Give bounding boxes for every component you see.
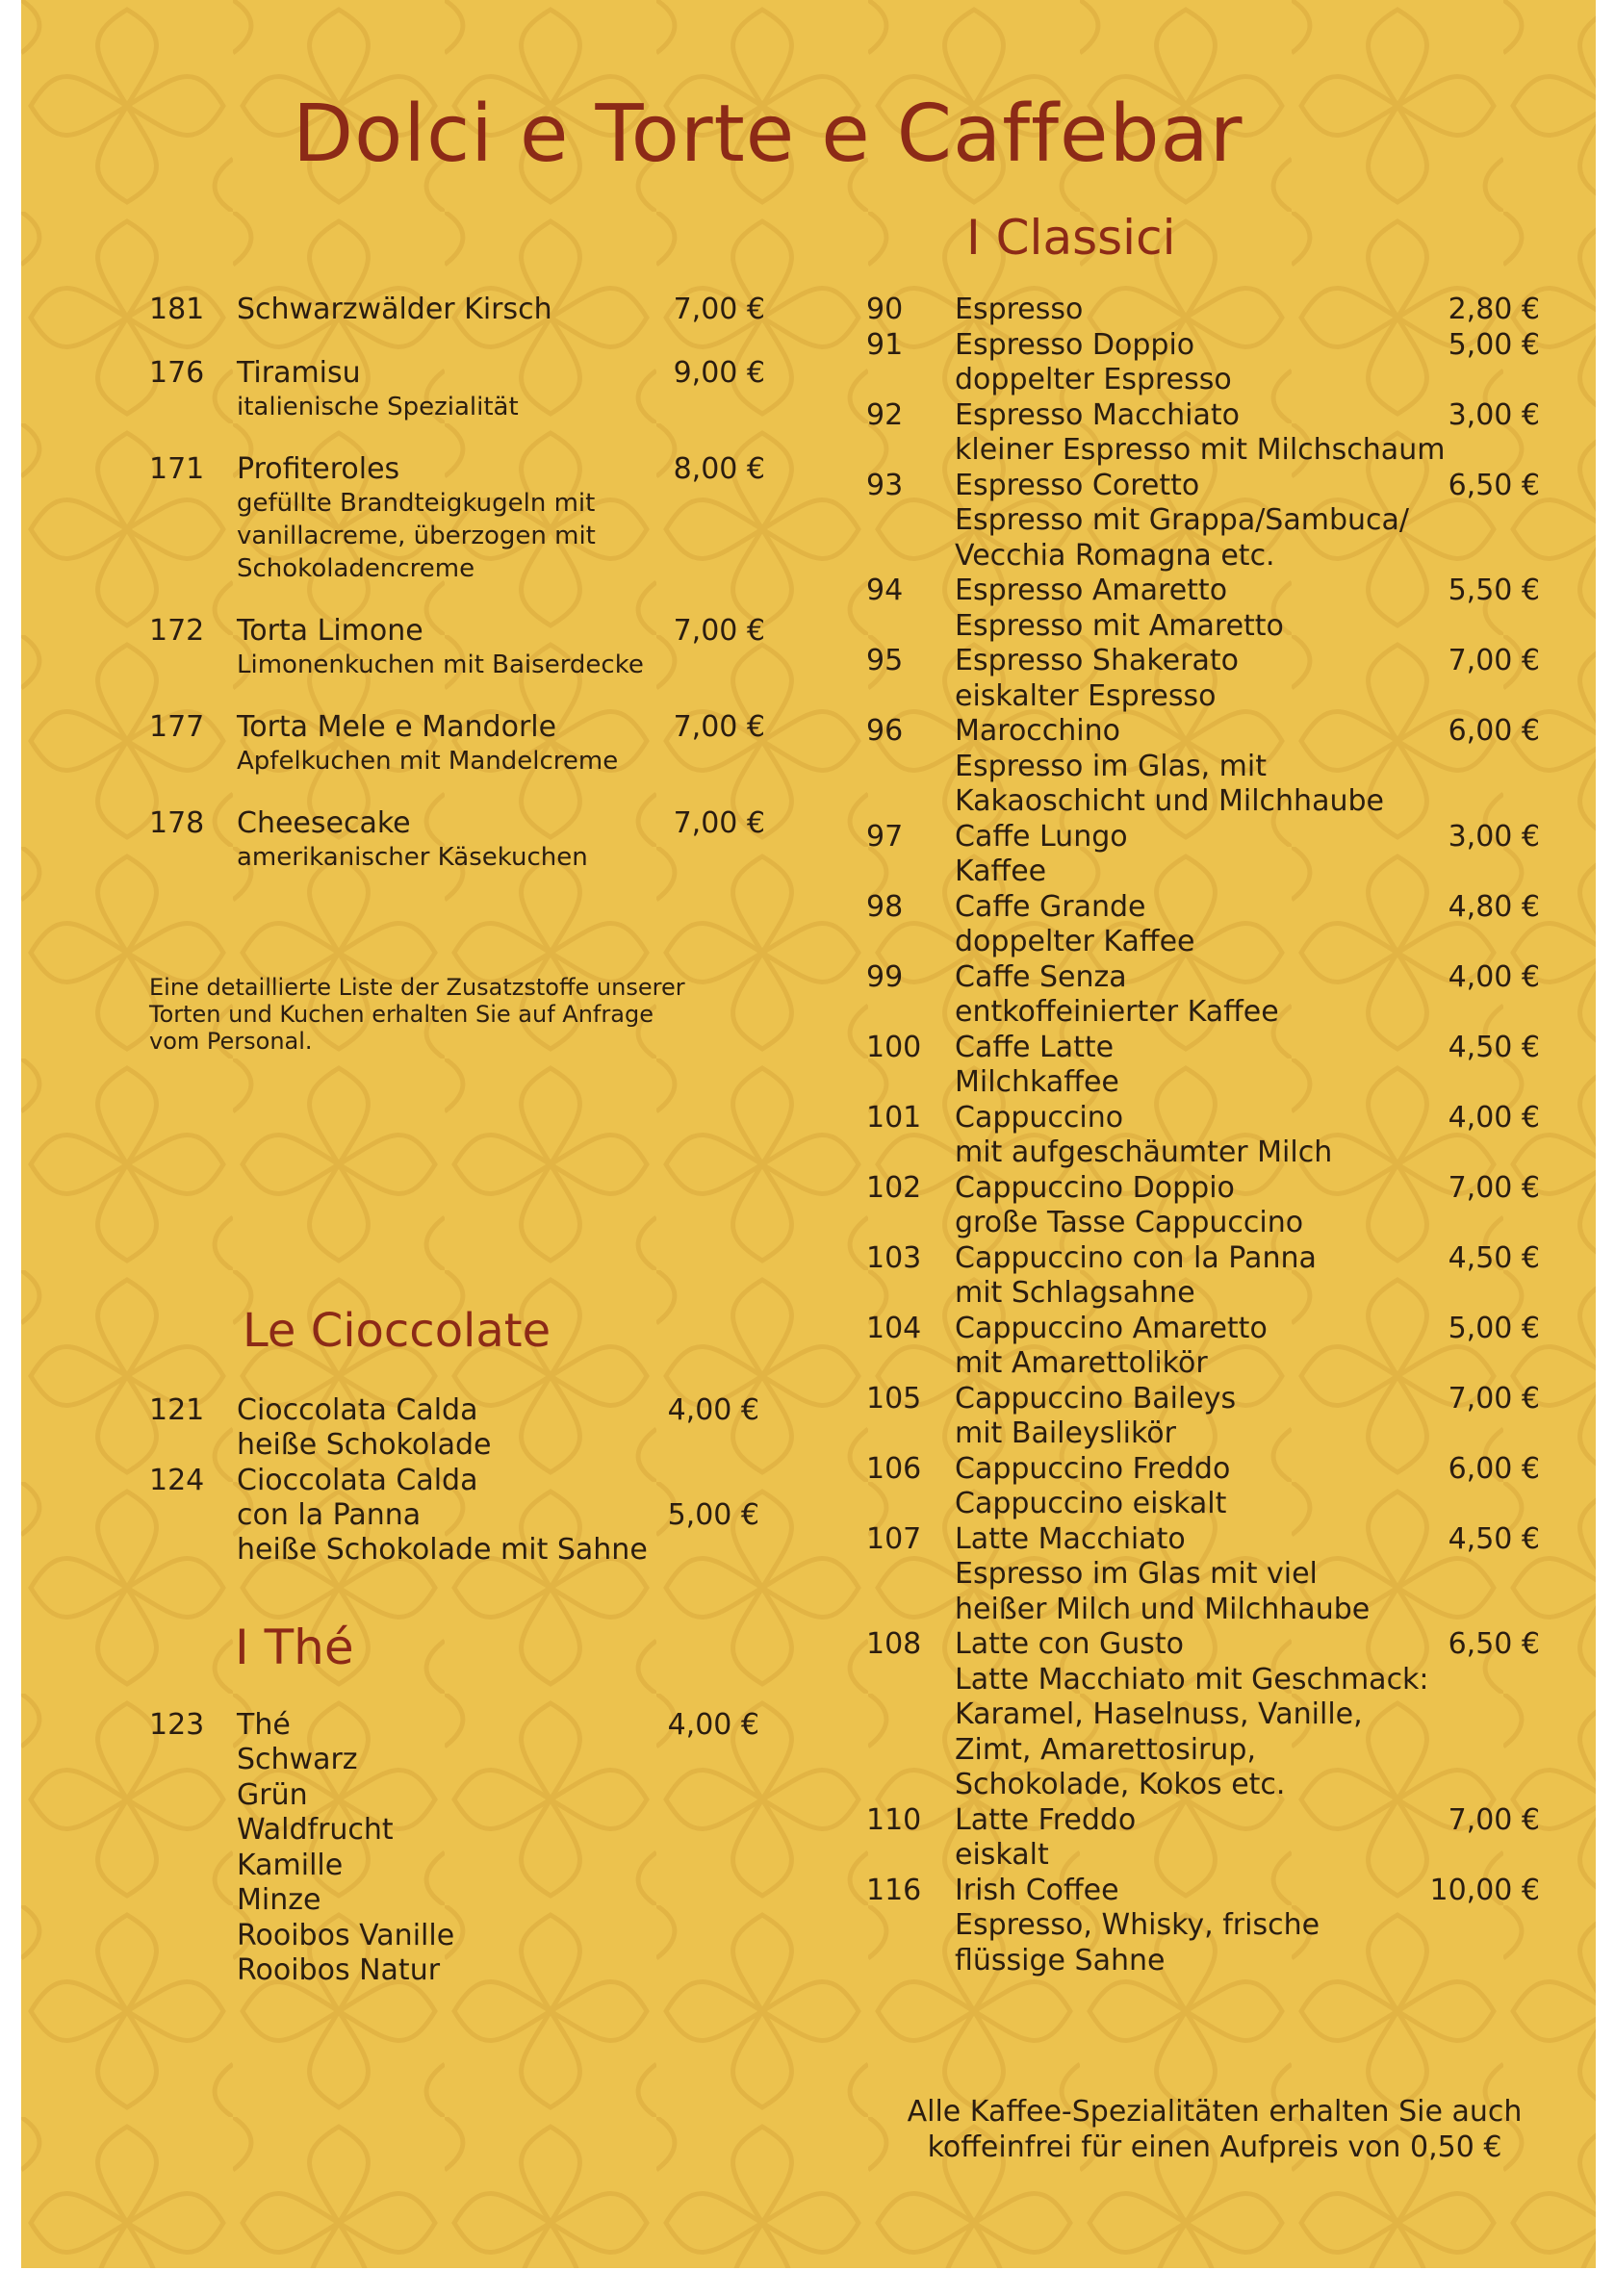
description-line: heiße Schokolade mit Sahne [237,1532,648,1567]
page-title: Dolci e Torte e Caffebar [293,89,1243,180]
menu-item-price: 2,80 € [1448,293,1540,326]
footnote-line: Alle Kaffee-Spezialitäten erhalten Sie auch [907,2095,1523,2129]
menu-item-number: 108 [866,1627,922,1661]
description-line: amerikanischer Käsekuchen [237,843,588,872]
menu-item-price: 7,00 € [1448,1381,1540,1416]
menu-item [149,806,765,874]
menu-item [866,1312,1540,1382]
menu-item-row [866,1101,1540,1136]
additives-note [149,974,765,1055]
menu-item-name: Caffe Grande [955,889,1146,924]
description-line: mit Amarettolikör [955,1346,1208,1380]
menu-item-row [866,1874,1540,1909]
menu-item-name: Espresso [955,293,1084,326]
description-line: vanillacreme, überzogen mit [237,522,596,550]
menu-item [866,714,1540,820]
heading-classici: I Classici [966,210,1176,266]
menu-item-name: Cappuccino Amaretto [955,1311,1268,1345]
menu-item-price: 4,00 € [667,1393,759,1427]
description-line: Vecchia Romagna etc. [955,538,1275,573]
menu-item-name: Caffe Senza [955,959,1127,994]
menu-item-row [149,806,765,841]
menu-item-row [866,1803,1540,1839]
menu-item-price: 7,00 € [673,710,765,744]
menu-item-description [955,1206,1540,1241]
decaf-footnote [907,2094,1523,2165]
menu-item-price: 4,00 € [1448,1100,1540,1135]
menu-item-description [955,1908,1540,1978]
description-line: Cappuccino eiskalt [955,1487,1227,1520]
menu-item-price: 7,00 € [1448,1802,1540,1837]
menu-item-row [866,714,1540,750]
menu-item-price: 6,00 € [1448,1451,1540,1486]
menu-item-row [149,710,765,745]
menu-item-row [149,1498,784,1533]
description-line: Schokoladencreme [237,554,475,583]
menu-item-number: 181 [149,293,205,326]
menu-item-name: con la Panna [237,1497,422,1532]
menu-item-name: Profiteroles [237,452,400,486]
menu-item-number: 121 [149,1393,205,1427]
description-line: große Tasse Cappuccino [955,1206,1304,1239]
menu-item-price: 4,50 € [1448,1240,1540,1275]
footnote-line: koffeinfrei für einen Aufpreis von 0,50 € [927,2130,1502,2164]
menu-item-number: 172 [149,614,205,648]
menu-item-price: 10,00 € [1429,1873,1540,1907]
menu-item-price: 4,00 € [667,1708,759,1742]
description-line: Latte Macchiato mit Geschmack: [955,1662,1429,1696]
menu-item-price: 7,00 € [673,293,765,326]
menu-item-row [149,452,765,487]
menu-item-price: 4,50 € [1448,1030,1540,1064]
menu-item-row [866,469,1540,504]
note-line: Eine detaillierte Liste der Zusatzstoffe unserer [149,974,685,1001]
menu-item [866,328,1540,398]
menu-item-description [237,1533,784,1569]
description-line: Apfelkuchen mit Mandelcreme [237,747,619,776]
menu-item-number: 99 [866,959,904,994]
menu-item-row [866,328,1540,364]
menu-item-description [955,1065,1540,1101]
menu-item-description [237,841,765,874]
menu-item-name: Caffe Latte [955,1030,1115,1064]
menu-item-number: 98 [866,889,904,924]
menu-item-name: Torta Mele e Mandorle [237,710,557,744]
menu-item-name: Tiramisu [237,356,361,390]
menu-item-number: 100 [866,1030,922,1064]
menu-item-row [866,1171,1540,1207]
menu-item-number: 171 [149,452,205,486]
menu-item-number: 93 [866,468,904,502]
menu-item-name: Caffe Lungo [955,819,1128,854]
menu-item-price: 5,00 € [667,1497,759,1532]
menu-item-number: 110 [866,1802,922,1837]
menu-item [866,1627,1540,1803]
description-line: italienische Spezialität [237,393,519,421]
menu-item-number: 178 [149,806,205,840]
menu-item-name: Cappuccino [955,1100,1124,1135]
menu-item-row [866,1452,1540,1488]
menu-item-description [955,1416,1540,1452]
menu-item-number: 91 [866,327,904,362]
menu-item-price: 7,00 € [673,806,765,840]
menu-item-number: 96 [866,714,904,748]
menu-item-name: Latte Freddo [955,1802,1137,1837]
menu-item-description [955,503,1540,574]
menu-item [149,614,765,681]
menu-item [149,356,765,423]
menu-item [149,1708,784,1989]
menu-item-description [955,1663,1540,1803]
menu-item-row [866,820,1540,855]
menu-item-name: Thé [237,1708,291,1742]
note-line: Torten und Kuchen erhalten Sie auf Anfrage [149,1001,654,1028]
menu-item-name: Espresso Doppio [955,327,1195,362]
menu-item-description [955,1346,1540,1382]
menu-item-price: 7,00 € [1448,1170,1540,1205]
menu-item-name: Cappuccino Doppio [955,1170,1235,1205]
description-line: kleiner Espresso mit Milchschaum [955,433,1446,467]
menu-item-price: 7,00 € [1448,644,1540,677]
menu-item-name: Espresso Shakerato [955,644,1239,677]
menu-item-row [866,1627,1540,1663]
menu-item-price: 6,00 € [1448,714,1540,748]
menu-item-description [237,1743,784,1989]
menu-item-name: Marocchino [955,714,1121,748]
menu-item-number: 94 [866,574,904,607]
menu-item-price: 5,00 € [1448,1311,1540,1345]
menu-item-row [866,398,1540,434]
menu-item-name: Irish Coffee [955,1873,1119,1907]
menu-item-price: 3,00 € [1448,397,1540,432]
menu-item-description [955,679,1540,715]
the-list [149,1708,784,1989]
menu-item [866,644,1540,714]
menu-item-number: 106 [866,1451,922,1486]
description-line: Zimt, Amarettosirup, [955,1732,1256,1767]
menu-item-name: Latte con Gusto [955,1627,1185,1661]
menu-item [866,1101,1540,1171]
menu-item-description [955,1557,1540,1627]
menu-item-number: 107 [866,1521,922,1556]
menu-item [866,1874,1540,1979]
menu-item-price: 3,00 € [1448,819,1540,854]
menu-item-description [955,995,1540,1031]
menu-item-description [955,750,1540,820]
menu-item-name: Latte Macchiato [955,1521,1186,1556]
description-line: Grün [237,1777,308,1812]
menu-item-description [955,609,1540,645]
menu-item-description [955,363,1540,398]
description-line: Rooibos Natur [237,1953,441,1987]
menu-item-description [955,1135,1540,1171]
classici-list [866,293,1540,1978]
menu-item [866,1031,1540,1101]
menu-item-description [237,391,765,423]
menu-item-description [955,925,1540,960]
menu-item-name: Torta Limone [237,614,423,648]
description-line: mit aufgeschäumter Milch [955,1135,1333,1169]
description-line: mit Baileyslikör [955,1416,1176,1450]
menu-item [866,293,1540,328]
menu-item-name: Cappuccino Freddo [955,1451,1231,1486]
menu-item [866,960,1540,1031]
menu-item-row [866,293,1540,328]
menu-item-number: 101 [866,1100,922,1135]
description-line: doppelter Kaffee [955,925,1195,958]
menu-item [866,1382,1540,1452]
menu-item-number: 95 [866,644,904,677]
menu-item-row [866,960,1540,996]
menu-item-price: 7,00 € [673,614,765,648]
menu-item-description [955,1838,1540,1874]
description-line: heißer Milch und Milchhaube [955,1592,1371,1626]
menu-item-description [237,745,765,778]
menu-item-number: 105 [866,1381,922,1416]
description-line: flüssige Sahne [955,1943,1166,1977]
menu-item-name: Cappuccino con la Panna [955,1240,1317,1275]
description-line: entkoffeinierter Kaffee [955,995,1279,1029]
description-line: Espresso mit Grappa/Sambuca/ [955,503,1410,537]
menu-item-price: 8,00 € [673,452,765,486]
menu-item-name: Cioccolata Calda [237,1393,478,1427]
menu-item-row [866,1522,1540,1558]
menu-item-number: 176 [149,356,205,390]
menu-item-name: Espresso Coretto [955,468,1200,502]
menu-item-row [866,644,1540,679]
description-line: heiße Schokolade [237,1428,492,1462]
menu-item-name: Cheesecake [237,806,411,840]
menu-item-row [866,1031,1540,1066]
menu-item-number: 92 [866,397,904,432]
menu-item-price: 5,00 € [1448,327,1540,362]
menu-item-description [955,855,1540,890]
menu-item [866,1522,1540,1628]
menu-item [149,1393,784,1464]
menu-item-price: 5,50 € [1448,574,1540,607]
description-line: Rooibos Vanille [237,1918,455,1952]
menu-item-row [149,1708,784,1743]
description-line: eiskalt [955,1838,1049,1872]
menu-item-name: Cioccolata Calda [237,1463,478,1497]
menu-item-price: 9,00 € [673,356,765,390]
menu-item [866,469,1540,574]
menu-item-description [955,1487,1540,1522]
menu-item-number: 102 [866,1170,922,1205]
description-line: Minze [237,1883,321,1917]
menu-item [149,452,765,585]
description-line: gefüllte Brandteigkugeln mit [237,489,596,518]
menu-item-price: 4,00 € [1448,959,1540,994]
menu-item-price: 6,50 € [1448,468,1540,502]
menu-item-row [149,293,765,327]
menu-item [866,1171,1540,1241]
description-line: Kamille [237,1848,344,1882]
menu-item-number: 177 [149,710,205,744]
menu-item [866,1803,1540,1874]
menu-item [866,398,1540,469]
menu-item-row [149,356,765,391]
description-line: Karamel, Haselnuss, Vanille, [955,1697,1363,1731]
description-line: Espresso im Glas mit viel [955,1557,1318,1591]
description-line: Milchkaffee [955,1065,1119,1099]
menu-item-description [955,1276,1540,1312]
menu-item [149,710,765,778]
description-line: Schokolade, Kokos etc. [955,1768,1286,1801]
menu-item-number: 103 [866,1240,922,1275]
menu-item-number: 90 [866,293,904,326]
description-line: doppelter Espresso [955,363,1232,396]
menu-item-row [149,1393,784,1428]
menu-item-row [149,614,765,649]
cioccolate-list [149,1393,784,1568]
menu-item-description [237,487,765,585]
menu-item-name: Espresso Amaretto [955,574,1228,607]
menu-item-price: 4,80 € [1448,889,1540,924]
menu-item-row [866,574,1540,609]
description-line: Kakaoschicht und Milchhaube [955,784,1384,818]
menu-item [149,1464,784,1498]
menu-item-row [866,1312,1540,1347]
description-line: Waldfrucht [237,1813,394,1847]
description-line: Espresso, Whisky, frische [955,1908,1320,1942]
menu-item-name: Cappuccino Baileys [955,1381,1237,1416]
menu-item-number: 123 [149,1708,205,1742]
dolci-list [149,293,765,903]
menu-item-row [866,1241,1540,1277]
note-line: vom Personal. [149,1028,313,1055]
heading-cioccolate: Le Cioccolate [243,1304,551,1358]
menu-item-number: 124 [149,1463,205,1497]
menu-item-description [237,649,765,681]
menu-page [21,0,1596,2268]
menu-item-name: Espresso Macchiato [955,397,1241,432]
menu-item-row [866,1382,1540,1417]
menu-item [149,293,765,327]
menu-item-price: 4,50 € [1448,1521,1540,1556]
description-line: eiskalter Espresso [955,678,1217,713]
description-line: Limonenkuchen mit Baiserdecke [237,651,644,679]
menu-item [866,574,1540,644]
menu-item [149,1498,784,1569]
menu-item-description [955,433,1540,469]
menu-item-price: 6,50 € [1448,1627,1540,1661]
description-line: Schwarz [237,1743,358,1776]
menu-item-number: 116 [866,1873,922,1907]
menu-item-name: Schwarzwälder Kirsch [237,293,552,326]
description-line: mit Schlagsahne [955,1276,1195,1310]
menu-item-row [866,890,1540,926]
description-line: Espresso im Glas, mit [955,749,1267,783]
heading-the: I Thé [235,1620,354,1675]
menu-item [866,1452,1540,1522]
menu-item [866,1241,1540,1312]
description-line: Espresso mit Amaretto [955,608,1284,643]
menu-item [866,890,1540,960]
menu-item-row [149,1464,784,1498]
menu-item [866,820,1540,890]
menu-item-number: 97 [866,819,904,854]
menu-item-number: 104 [866,1311,922,1345]
menu-item-description [237,1428,784,1464]
description-line: Kaffee [955,855,1047,888]
